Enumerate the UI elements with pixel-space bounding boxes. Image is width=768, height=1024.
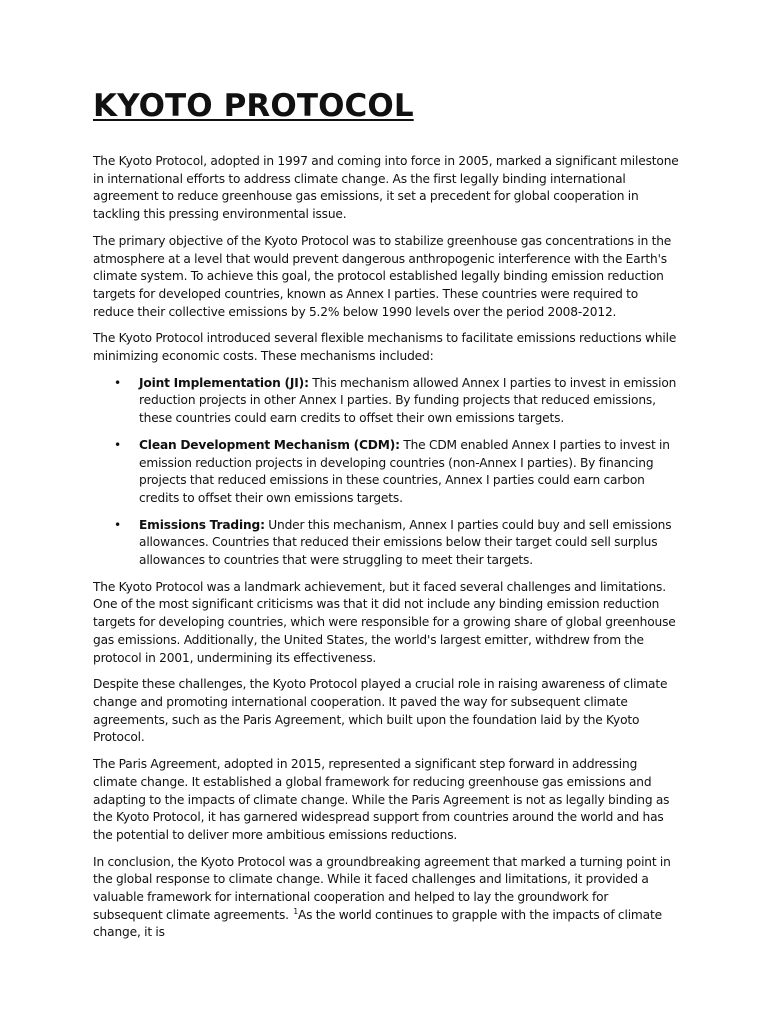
conclusion-paragraph — [93, 854, 681, 943]
bullet-icon: • — [114, 517, 122, 532]
intro-paragraph: The Kyoto Protocol, adopted in 1997 and coming into force in 2005, marked a significant milestone in international efforts to address climate change. As the first legally binding international agreement to reduce greenhouse gas emissions, it set a precedent for global cooperation in tackling this pressing environmental issue. — [93, 154, 679, 222]
footnote-reference[interactable]: 1 — [293, 906, 298, 916]
mechanism-description: This mechanism allowed Annex I parties to invest in emission reduction projects in other Annex I parties. By funding projects that reduced emissions, these countries could earn credits to offset their own emissions targets. — [139, 375, 677, 426]
mechanism-term: Clean Development Mechanism (CDM): — [139, 437, 400, 452]
document-page — [93, 84, 681, 951]
list-item-clean-development-mechanism — [93, 437, 681, 508]
paris-agreement-paragraph: The Paris Agreement, adopted in 2015, represented a significant step forward in addressing climate change. It established a global framework for reducing greenhouse gas emissions and adapting to the impacts of climate change. While the Paris Agreement is not as legally binding as the Kyoto Protocol, it has garnered widespread support from countries around the world and has the potential to deliver more ambitious emissions reductions. — [93, 757, 670, 842]
mechanism-term: Emissions Trading: — [139, 517, 265, 532]
list-item-emissions-trading — [93, 517, 681, 570]
list-item-joint-implementation — [93, 375, 681, 428]
mechanisms-intro-paragraph: The Kyoto Protocol introduced several flexible mechanisms to facilitate emissions reductions while minimizing economic costs. These mechanisms included: — [93, 331, 677, 364]
legacy-paragraph: Despite these challenges, the Kyoto Protocol played a crucial role in raising awareness of climate change and promoting international cooperation. It paved the way for subsequent climate agreements, such as the Paris Agreement, which built upon the foundation laid by the Kyoto Protocol. — [93, 677, 668, 745]
mechanism-description: The CDM enabled Annex I parties to invest in emission reduction projects in developing countries (non-Annex I parties). By financing projects that reduced emissions in these countries, Annex I parties could earn carbon credits to offset their own emissions targets. — [139, 437, 670, 505]
mechanism-term: Joint Implementation (JI): — [139, 375, 309, 390]
document-title: KYOTO PROTOCOL — [93, 88, 414, 124]
conclusion-text: In conclusion, the Kyoto Protocol was a groundbreaking agreement that marked a turning point in the global response to climate change. While it faced challenges and limitations, it provided a valuable framework for international cooperation and helped to lay the groundwork for subsequent climate agreements. — [93, 854, 671, 922]
mechanisms-list — [93, 375, 681, 570]
bullet-icon: • — [114, 437, 122, 452]
mechanism-description: Under this mechanism, Annex I parties could buy and sell emissions allowances. Countries that reduced their emissions below their target could sell surplus allowances to countries that were struggling to meet their targets. — [139, 517, 672, 568]
bullet-icon: • — [114, 375, 122, 390]
conclusion-continuation: As the world continues to grapple with the impacts of climate change, it is — [93, 907, 662, 940]
criticism-paragraph: The Kyoto Protocol was a landmark achievement, but it faced several challenges and limitations. One of the most significant criticisms was that it did not include any binding emission reduction targets for developing countries, which were responsible for a growing share of global greenhouse gas emissions. Additionally, the United States, the world's largest emitter, withdrew from the protocol in 2001, undermining its effectiveness. — [93, 579, 676, 665]
objective-paragraph: The primary objective of the Kyoto Protocol was to stabilize greenhouse gas concentrations in the atmosphere at a level that would prevent dangerous anthropogenic interference with the Earth's climate system. To achieve this goal, the protocol established legally binding emission reduction targets for developed countries, known as Annex I parties. These countries were required to reduce their collective emissions by 5.2% below 1990 levels over the period 2008-2012. — [93, 233, 672, 319]
